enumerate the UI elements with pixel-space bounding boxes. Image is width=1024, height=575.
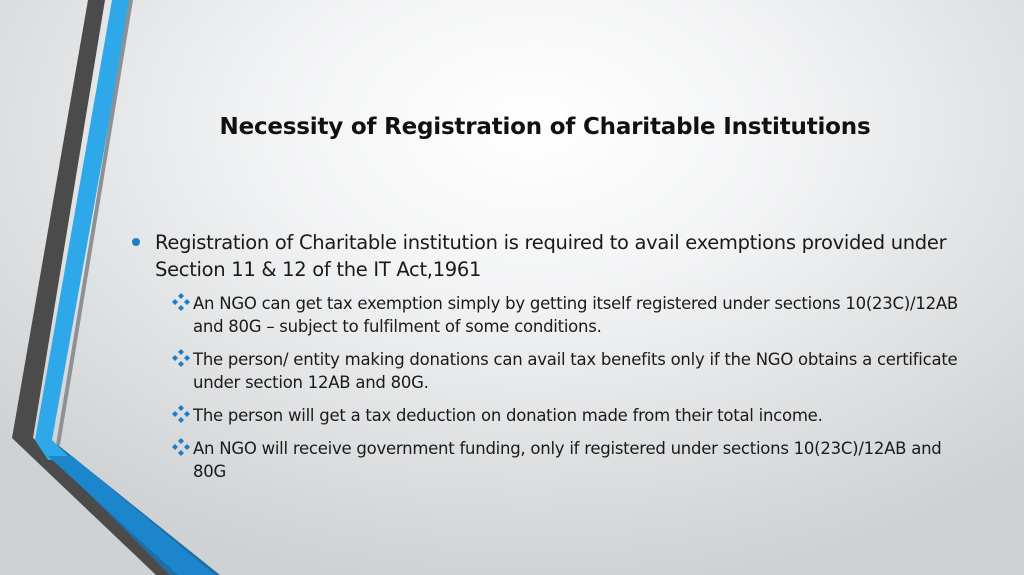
sub-bullet-text: The person/ entity making donations can avail tax benefits only if the NGO obtains a certificate under section 12AB and 80G. [193, 350, 958, 392]
sub-bullet [172, 348, 973, 394]
slide-body [132, 229, 972, 493]
four-diamond-bullet-icon [172, 293, 190, 311]
sub-bullet [172, 404, 973, 427]
sub-bullet [172, 292, 973, 338]
four-diamond-bullet-icon [172, 349, 190, 367]
sub-bullet-text: The person will get a tax deduction on donation made from their total income. [193, 406, 823, 425]
sub-bullet-text: An NGO can get tax exemption simply by getting itself registered under sections 10(23C)/12AB and 80G – subject to fulfilment of some conditions. [193, 294, 958, 336]
bullet-level-1 [132, 229, 972, 283]
four-diamond-bullet-icon [172, 405, 190, 423]
bullet-text: Registration of Charitable institution is required to avail exemptions provided under Section 11 & 12 of the IT Act,1961 [155, 231, 947, 281]
sub-bullet-text: An NGO will receive government funding, only if registered under sections 10(23C)/12AB and 80G [193, 439, 942, 481]
sub-bullet [172, 437, 973, 483]
circle-bullet-icon [132, 238, 140, 246]
four-diamond-bullet-icon [172, 438, 190, 456]
slide-title: Necessity of Registration of Charitable Institutions [219, 114, 871, 140]
